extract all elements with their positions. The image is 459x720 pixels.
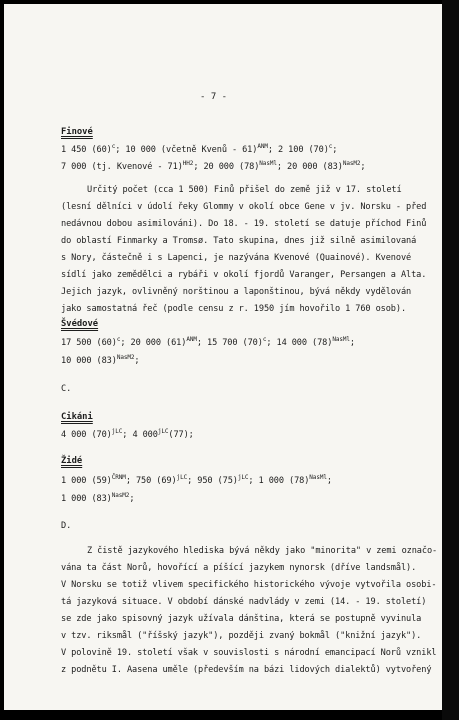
finove-stats-line-2: 7 000 (tj. Kvenové - 71)$^{HH2}$; 20 000 $(78)^{NasMl}$; 20 000 $(83)^{NasM2}$; [61,160,366,172]
paragraph-line: Jejich jazyk, ovlivněný norštinou a laponštinou, bývá někdy vydělován [61,287,412,297]
heading-finove: Finové [61,127,93,137]
paragraph-line: jako samostatná řeč (podle censu z r. 1950 jím hovořilo 1 760 osob). [61,304,407,314]
heading-zide: Židé [61,456,83,466]
paragraph-line: z podnětu I. Aasena uměle (především na bázi lidových dialektů) vytvořený [61,665,432,675]
section-label-c: C. [61,384,72,394]
paragraph-line: se zde jako spisovný jazyk užívala dánština, která se postupně vyvinula [61,614,422,624]
svedove-stats-line-1: 17 500 $(60)^c$; 20 000 $(61)^{ANM}$; 15 700 $(70)^c$; 14 000 $(78)^{NasMl}$; [61,336,355,348]
heading-svedove: Švédové [61,319,99,329]
scan-border [442,0,459,720]
paragraph-line: tá jazyková situace. V období dánské nadvlády v zemi (14. - 19. století) [61,597,427,607]
section-label-d: D. [61,521,72,531]
heading-cikani: Cikáni [61,412,93,422]
paragraph-line: vána ta část Norů, hovořící a píšící jazykem nynorsk (dříve landsmål). [61,563,417,573]
paragraph-line: V Norsku se totiž vlivem specifického historického vývoje vytvořila osobi- [61,580,437,590]
paragraph-line: s Nory, částečně i s Lapenci, je nazývána Kvenové (Quainové). Kvenové [61,253,412,263]
zide-stats-line-2: 1 000 $(83)^{NasM2}$; [61,492,135,504]
paragraph-line: nedávnou dobou asimilováni). Do 18. - 19. století se datuje příchod Finů [61,219,427,229]
finove-stats-line-1: 1 450 $(60)^c$; 10 000 (včetně Kvenů - 61)$^{ANM}$; 2 100 $(70)^c$; [61,143,338,155]
svedove-stats-line-2: 10 000 $(83)^{NasM2}$; [61,354,140,366]
paragraph-line: sídlí jako zemědělci a rybáři v okolí fjordů Varanger, Persangen a Alta. [61,270,427,280]
paragraph-line: do oblastí Finmarky a Tromsø. Tato skupina, dnes již silně asimilovaná [61,236,417,246]
paragraph-line: Z čistě jazykového hlediska bývá někdy jako "minorita" v zemi označo- [87,546,438,556]
document-page [4,4,442,710]
paragraph-line: (lesní dělníci v údolí řeky Glommy v okolí obce Gene v jv. Norsku - před [61,202,427,212]
zide-stats-line-1: 1 000 $(59)^{ČRNM}$; 750 $(69)^{jLC}$; 950 $(75)^{jLC}$; 1 000 $(78)^{NasMl}$; [61,474,332,486]
paragraph-line: v tzv. riksmål ("říšský jazyk"), později zvaný bokmål ("knižní jazyk"). [61,631,422,641]
paragraph-line: Určitý počet (cca 1 500) Finů přišel do země již v 17. století [87,185,402,195]
cikani-stats-line-1: 4 000 $(70)^{jLC}$; 4 $000^{jLC}(77)$; [61,428,194,440]
page-number: - 7 - [200,92,228,102]
paragraph-line: V polovině 19. století však v souvislosti s národní emancipací Norů vznikl [61,648,437,658]
